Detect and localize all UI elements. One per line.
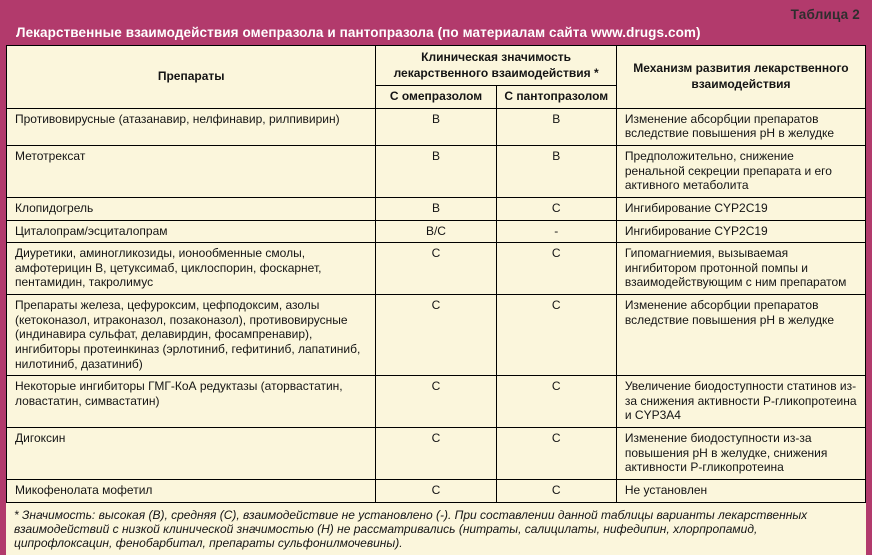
drugs-cell: Некоторые ингибиторы ГМГ-КоА редуктазы (аторвастатин, ловастатин, симвастатин) (7, 376, 376, 428)
omeprazole-significance-cell: С (376, 243, 496, 295)
table-row (7, 108, 866, 145)
mechanism-cell: Изменение абсорбции препаратов вследствие повышения рН в желудке (616, 295, 865, 376)
table-body (7, 108, 866, 502)
page-title: Лекарственные взаимодействия омепразола и пантопразола (по материалам сайта www.drugs.com) (16, 25, 701, 40)
pantoprazole-significance-cell: С (496, 295, 616, 376)
footnote: * Значимость: высокая (В), средняя (С), взаимодействие не установлено (-). При составлении данной таблицы варианты лекарственных взаимодействий с низкой клинической значимостью (Н) не рассматривались (нитраты, салицилаты, нифедипин, хлорпропамид, ципрофлоксацин, фенобарбитал, препараты сульфонилмочевины). (14, 507, 808, 551)
mechanism-cell: Предположительно, снижение ренальной секреции препарата и его активного метаболита (616, 146, 865, 198)
mechanism-cell: Ингибирование CYP2C19 (616, 197, 865, 220)
drugs-cell: Противовирусные (атазанавир, нелфинавир, рилпивирин) (7, 108, 376, 145)
pantoprazole-significance-cell: В (496, 108, 616, 145)
table-row (7, 243, 866, 295)
table-row (7, 376, 866, 428)
omeprazole-significance-cell: С (376, 479, 496, 502)
drugs-cell: Диуретики, аминогликозиды, ионообменные смолы, амфотерицин В, цетуксимаб, циклоспорин, фоскарнет, пентамидин, такролимус (7, 243, 376, 295)
omeprazole-significance-cell: С (376, 376, 496, 428)
omeprazole-significance-cell: В (376, 197, 496, 220)
drugs-cell: Препараты железа, цефуроксим, цефподоксим, азолы (кетоконазол, итраконазол, позаконазол), противовирусные (индинавира сульфат, делавирдин, фосампренавир), ингибиторы протеинкиназ (эрлотиниб, гефитиниб, лапатиниб, нилотиниб, дазатиниб) (7, 295, 376, 376)
drugs-cell: Циталопрам/эсциталопрам (7, 220, 376, 243)
column-header-with-pantoprazole: С пантопразолом (496, 86, 616, 109)
drug-interactions-table (6, 45, 866, 503)
mechanism-cell: Изменение биодоступности из-за повышения рН в желудке, снижения активности Р-гликопротеина (616, 428, 865, 480)
mechanism-cell: Увеличение биодоступности статинов из-за снижения активности Р-гликопротеина и CYP3A4 (616, 376, 865, 428)
drugs-cell: Метотрексат (7, 146, 376, 198)
drugs-cell: Дигоксин (7, 428, 376, 480)
pantoprazole-significance-cell: С (496, 376, 616, 428)
pantoprazole-significance-cell: С (496, 243, 616, 295)
table-row (7, 197, 866, 220)
mechanism-cell: Ингибирование CYP2C19 (616, 220, 865, 243)
pantoprazole-significance-cell: С (496, 428, 616, 480)
pantoprazole-significance-cell: С (496, 197, 616, 220)
mechanism-cell: Изменение абсорбции препаратов вследствие повышения рН в желудке (616, 108, 865, 145)
omeprazole-significance-cell: В (376, 108, 496, 145)
column-header-drugs: Препараты (7, 46, 376, 109)
mechanism-cell: Не установлен (616, 479, 865, 502)
table-row (7, 220, 866, 243)
drugs-cell: Клопидогрель (7, 197, 376, 220)
omeprazole-significance-cell: В/С (376, 220, 496, 243)
pantoprazole-significance-cell: - (496, 220, 616, 243)
table-row (7, 146, 866, 198)
table-row (7, 295, 866, 376)
table-header (7, 46, 866, 109)
pantoprazole-significance-cell: В (496, 146, 616, 198)
column-header-with-omeprazole: С омепразолом (376, 86, 496, 109)
table-number-label: Таблица 2 (790, 7, 860, 22)
column-header-mechanism: Механизм развития лекарственного взаимодействия (616, 46, 865, 109)
omeprazole-significance-cell: С (376, 428, 496, 480)
table-row (7, 428, 866, 480)
table-row (7, 479, 866, 502)
drugs-cell: Микофенолата мофетил (7, 479, 376, 502)
pantoprazole-significance-cell: С (496, 479, 616, 502)
mechanism-cell: Гипомагниемия, вызываемая ингибитором протонной помпы и взаимодействующим с ним препаратом (616, 243, 865, 295)
column-header-significance-group: Клиническая значимость лекарственного взаимодействия * (376, 46, 617, 86)
header-band (6, 0, 866, 45)
omeprazole-significance-cell: В (376, 146, 496, 198)
table-area (6, 45, 866, 555)
omeprazole-significance-cell: С (376, 295, 496, 376)
